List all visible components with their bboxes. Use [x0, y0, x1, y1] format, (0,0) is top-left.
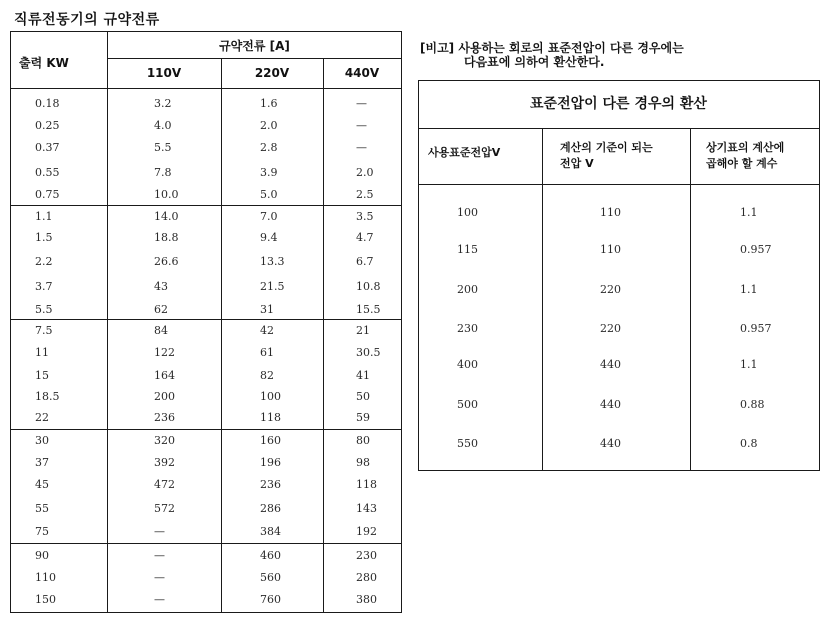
cell-current-440v: 4.7 [356, 231, 374, 244]
cell-coefficient: 1.1 [740, 358, 758, 371]
cell-base-voltage: 440 [600, 398, 621, 411]
cell-output-kw: 7.5 [35, 324, 53, 337]
cell-output-kw: 55 [35, 502, 49, 515]
title-divider [418, 128, 820, 129]
cell-output-kw: 5.5 [35, 303, 53, 316]
cell-current-110v: — [154, 571, 165, 584]
cell-current-220v: 5.0 [260, 188, 278, 201]
cell-current-220v: 7.0 [260, 210, 278, 223]
conversion-table-title: 표준전압이 다른 경우의 환산 [530, 96, 707, 112]
cell-current-220v: 196 [260, 456, 281, 469]
cell-standard-voltage: 400 [457, 358, 478, 371]
cell-current-440v: 10.8 [356, 280, 381, 293]
cell-output-kw: 37 [35, 456, 49, 469]
cell-coefficient: 0.8 [740, 437, 758, 450]
cell-current-110v: 3.2 [154, 97, 172, 110]
column-divider [107, 31, 108, 613]
note-line-2: 다음표에 의하여 환산한다. [464, 55, 605, 69]
cell-output-kw: 2.2 [35, 255, 53, 268]
cell-current-440v: 118 [356, 478, 377, 491]
cell-current-440v: 2.0 [356, 166, 374, 179]
cell-current-220v: 82 [260, 369, 274, 382]
cell-output-kw: 75 [35, 525, 49, 538]
cell-base-voltage: 220 [600, 322, 621, 335]
cell-standard-voltage: 100 [457, 206, 478, 219]
column-divider [221, 58, 222, 613]
header-output-kw: 출력 KW [19, 56, 69, 70]
cell-current-220v: 21.5 [260, 280, 285, 293]
cell-current-220v: 100 [260, 390, 281, 403]
cell-current-220v: 1.6 [260, 97, 278, 110]
cell-standard-voltage: 115 [457, 243, 478, 256]
header-220v: 220V [254, 66, 290, 80]
note-line-1: [비고] 사용하는 회로의 표준전압이 다른 경우에는 [420, 41, 684, 55]
cell-output-kw: 1.5 [35, 231, 53, 244]
header-440v: 440V [344, 66, 380, 80]
cell-current-110v: 200 [154, 390, 175, 403]
table-border-right [401, 31, 402, 613]
cell-current-440v: 3.5 [356, 210, 374, 223]
cell-base-voltage: 110 [600, 206, 621, 219]
cell-current-110v: 164 [154, 369, 175, 382]
cell-output-kw: 11 [35, 346, 49, 359]
cell-current-110v: 122 [154, 346, 175, 359]
cell-output-kw: 15 [35, 369, 49, 382]
group-divider [10, 543, 402, 544]
cell-base-voltage: 110 [600, 243, 621, 256]
cell-standard-voltage: 550 [457, 437, 478, 450]
cell-current-110v: 14.0 [154, 210, 179, 223]
cell-current-440v: — [356, 141, 367, 154]
cell-output-kw: 30 [35, 434, 49, 447]
cell-current-220v: 118 [260, 411, 281, 424]
cell-current-110v: 26.6 [154, 255, 179, 268]
cell-current-110v: 18.8 [154, 231, 179, 244]
cell-current-440v: 15.5 [356, 303, 381, 316]
cell-current-110v: 43 [154, 280, 168, 293]
cell-current-110v: 62 [154, 303, 168, 316]
cell-standard-voltage: 230 [457, 322, 478, 335]
table-border-bottom [418, 470, 820, 471]
cell-current-110v: 10.0 [154, 188, 179, 201]
cell-current-220v: 13.3 [260, 255, 285, 268]
cell-current-440v: 380 [356, 593, 377, 606]
cell-output-kw: 90 [35, 549, 49, 562]
cell-current-440v: 41 [356, 369, 370, 382]
cell-coefficient: 0.957 [740, 322, 772, 335]
cell-coefficient: 0.957 [740, 243, 772, 256]
header-base-voltage-line1: 계산의 기준이 되는 [560, 141, 653, 154]
cell-output-kw: 0.55 [35, 166, 60, 179]
cell-current-220v: 61 [260, 346, 274, 359]
column-divider [542, 128, 543, 471]
cell-current-440v: 21 [356, 324, 370, 337]
cell-current-440v: — [356, 97, 367, 110]
header-110v: 110V [146, 66, 182, 80]
header-coefficient-line2: 곱해야 할 계수 [706, 157, 778, 170]
cell-current-220v: 2.8 [260, 141, 278, 154]
cell-current-220v: 236 [260, 478, 281, 491]
cell-current-110v: 236 [154, 411, 175, 424]
header-rated-current: 규약전류 [A] [219, 39, 290, 53]
cell-base-voltage: 220 [600, 283, 621, 296]
cell-current-440v: 230 [356, 549, 377, 562]
column-divider [690, 128, 691, 471]
header-divider [418, 184, 820, 185]
cell-output-kw: 22 [35, 411, 49, 424]
cell-current-440v: 59 [356, 411, 370, 424]
cell-output-kw: 110 [35, 571, 56, 584]
cell-output-kw: 150 [35, 593, 56, 606]
group-divider [10, 205, 402, 206]
cell-current-220v: 2.0 [260, 119, 278, 132]
cell-current-440v: 2.5 [356, 188, 374, 201]
header-divider [107, 58, 402, 59]
cell-standard-voltage: 200 [457, 283, 478, 296]
cell-output-kw: 18.5 [35, 390, 60, 403]
cell-current-440v: 143 [356, 502, 377, 515]
cell-current-220v: 760 [260, 593, 281, 606]
cell-output-kw: 0.75 [35, 188, 60, 201]
cell-current-440v: 80 [356, 434, 370, 447]
cell-current-110v: 392 [154, 456, 175, 469]
cell-current-220v: 9.4 [260, 231, 278, 244]
cell-current-440v: — [356, 119, 367, 132]
header-base-voltage-line2: 전압 V [560, 157, 594, 170]
cell-current-440v: 98 [356, 456, 370, 469]
group-divider [10, 429, 402, 430]
cell-current-440v: 50 [356, 390, 370, 403]
cell-coefficient: 0.88 [740, 398, 765, 411]
group-divider [10, 319, 402, 320]
cell-current-440v: 192 [356, 525, 377, 538]
cell-current-110v: 472 [154, 478, 175, 491]
table-border-left [10, 31, 11, 613]
cell-current-220v: 460 [260, 549, 281, 562]
cell-coefficient: 1.1 [740, 283, 758, 296]
cell-current-110v: 5.5 [154, 141, 172, 154]
cell-current-110v: — [154, 593, 165, 606]
cell-current-110v: 7.8 [154, 166, 172, 179]
cell-coefficient: 1.1 [740, 206, 758, 219]
cell-current-110v: 84 [154, 324, 168, 337]
table-border-top [10, 31, 402, 32]
cell-output-kw: 0.25 [35, 119, 60, 132]
cell-current-110v: 572 [154, 502, 175, 515]
page-title: 직류전동기의 규약전류 [14, 12, 160, 28]
cell-current-110v: 320 [154, 434, 175, 447]
cell-output-kw: 0.37 [35, 141, 60, 154]
table-border-bottom [10, 612, 402, 613]
cell-current-220v: 3.9 [260, 166, 278, 179]
table-border-left [418, 80, 419, 471]
cell-current-220v: 42 [260, 324, 274, 337]
header-standard-voltage: 사용표준전압V [428, 146, 501, 159]
cell-current-110v: — [154, 549, 165, 562]
table-border-right [819, 80, 820, 471]
cell-current-440v: 280 [356, 571, 377, 584]
header-coefficient-line1: 상기표의 계산에 [706, 141, 785, 154]
cell-current-220v: 286 [260, 502, 281, 515]
cell-current-220v: 560 [260, 571, 281, 584]
cell-current-220v: 160 [260, 434, 281, 447]
column-divider [323, 58, 324, 613]
cell-base-voltage: 440 [600, 437, 621, 450]
cell-output-kw: 1.1 [35, 210, 53, 223]
cell-base-voltage: 440 [600, 358, 621, 371]
cell-output-kw: 0.18 [35, 97, 60, 110]
cell-current-110v: — [154, 525, 165, 538]
cell-current-220v: 31 [260, 303, 274, 316]
cell-output-kw: 3.7 [35, 280, 53, 293]
header-divider [10, 88, 402, 89]
cell-output-kw: 45 [35, 478, 49, 491]
cell-standard-voltage: 500 [457, 398, 478, 411]
cell-current-220v: 384 [260, 525, 281, 538]
cell-current-440v: 6.7 [356, 255, 374, 268]
cell-current-110v: 4.0 [154, 119, 172, 132]
cell-current-440v: 30.5 [356, 346, 381, 359]
